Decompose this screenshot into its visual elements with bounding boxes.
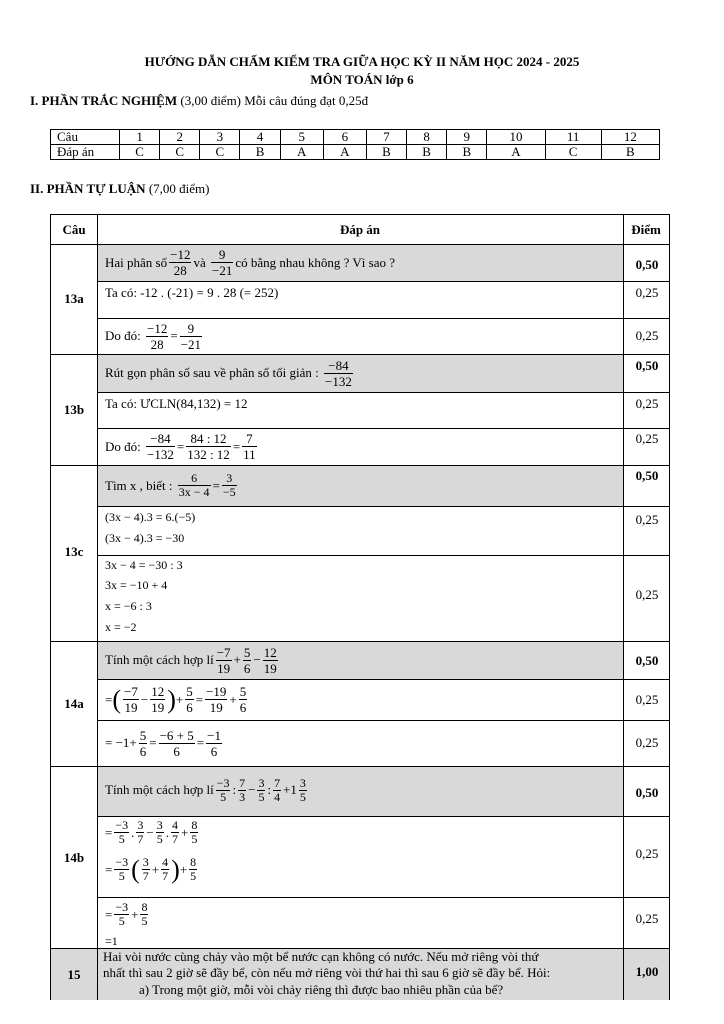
points: 0,25 — [635, 587, 659, 602]
question-number: 10 — [487, 130, 545, 145]
points: 0,50 — [635, 785, 659, 800]
question-id: 14b — [63, 850, 85, 865]
answer-letter: A — [323, 145, 366, 160]
question-text: Tính một cách hợp lí $\frac{-3}{5}$ : $\frac{7}{3}$ − $\frac{3}{5}$ : $\frac{7}{4}$ + 1 $\frac{3}{5}$ — [105, 775, 306, 804]
question-text: Tính một cách hợp lí $\frac{-7}{19}$ + $\frac{5}{6}$ − $\frac{12}{19}$ — [105, 644, 277, 676]
question-number: 11 — [545, 130, 601, 145]
document-subtitle: MÔN TOÁN lớp 6 — [310, 72, 414, 87]
essay-grading-table — [50, 214, 670, 1000]
answer-line: 3x = −10 + 4 — [105, 578, 168, 592]
question-text: Rút gọn phân số sau về phân số tối giản : $\frac{-84}{-132}$ — [105, 357, 352, 389]
table-row — [51, 130, 660, 145]
points: 0,25 — [635, 911, 659, 926]
answer-line: (3x − 4).3 = 6.(−5) — [105, 510, 196, 524]
table-row — [51, 145, 660, 160]
row-label: Đáp án — [51, 145, 120, 160]
answer-letter: B — [601, 145, 659, 160]
header-diem: Điểm — [631, 222, 661, 237]
points: 0,50 — [635, 653, 659, 668]
answer-line: = $\frac{-3}{5}$ ( $\frac{3}{7}$ + $\frac{4}{7}$ ) + $\frac{8}{5}$ — [105, 854, 197, 884]
answer-line: = $\frac{-3}{5}$ . $\frac{3}{7}$ − $\frac{3}{5}$ . $\frac{4}{7}$ + $\frac{8}{5}$ — [105, 818, 198, 846]
header-dapan: Đáp án — [339, 222, 381, 237]
multiple-choice-table — [50, 129, 660, 160]
points: 0,25 — [635, 692, 659, 707]
answer-line: Do đó: $\frac{-12}{28}$ = $\frac{9}{-21}$ — [105, 320, 202, 352]
answer-line: = ( $\frac{-7}{19}$ − $\frac{12}{19}$ ) + $\frac{5}{6}$ = $\frac{-19}{19}$ + $\frac{5}{6}$ — [105, 684, 247, 715]
document-title: HƯỚNG DẪN CHẤM KIỂM TRA GIỮA HỌC KỲ II NĂM HỌC 2024 - 2025 — [144, 54, 580, 69]
answer-line: =1 — [105, 934, 118, 948]
points: 0,25 — [635, 735, 659, 750]
question-number: 9 — [447, 130, 487, 145]
section-1-heading: I. PHẦN TRẮC NGHIỆM (3,00 điểm) Mỗi câu đúng đạt 0,25đ — [30, 93, 369, 108]
question-text: Hai vòi nước cùng chảy vào một bể nước cạn không có nước. Nếu mở riêng vòi thứ — [103, 949, 539, 964]
points: 0,25 — [635, 396, 659, 411]
points: 0,25 — [635, 285, 659, 300]
question-text: a) Trong một giờ, mỗi vòi chảy riêng thì được bao nhiêu phần của bể? — [139, 982, 504, 997]
row-label: Câu — [51, 130, 120, 145]
question-number: 4 — [240, 130, 280, 145]
answer-letter: C — [545, 145, 601, 160]
points: 0,25 — [635, 328, 659, 343]
points: 0,50 — [635, 468, 659, 483]
answer-line: Do đó: $\frac{-84}{-132}$ = $\frac{84 : 12}{132 : 12}$ = $\frac{7}{11}$ — [105, 431, 256, 462]
answer-letter: A — [280, 145, 323, 160]
question-id: 13a — [64, 291, 84, 306]
header-cau: Câu — [62, 222, 86, 237]
answer-letter: C — [160, 145, 200, 160]
answer-letter: B — [407, 145, 447, 160]
question-number: 12 — [601, 130, 659, 145]
answer-letter: B — [366, 145, 406, 160]
points: 0,25 — [635, 846, 659, 861]
points: 0,25 — [635, 512, 659, 527]
answer-letter: B — [240, 145, 280, 160]
answer-line: x = −6 : 3 — [105, 599, 152, 613]
question-number: 2 — [160, 130, 200, 145]
question-id: 13c — [64, 544, 84, 559]
answer-letter: A — [487, 145, 545, 160]
answer-line: (3x − 4).3 = −30 — [105, 531, 185, 545]
question-text: nhất thì sau 2 giờ sẽ đầy bể, còn nếu mở riêng vòi thứ hai thì sau 6 giờ sẽ đầy bể. Hỏi: — [103, 965, 551, 980]
question-text: Hai phân số $\frac{-12}{28}$ và $\frac{9}{-21}$ có bằng nhau không ? Vì sao ? — [105, 247, 396, 278]
points: 0,50 — [635, 257, 659, 272]
question-id: 15 — [67, 967, 81, 982]
question-number: 7 — [366, 130, 406, 145]
answer-line: = $\frac{-3}{5}$ + $\frac{8}{5}$ — [105, 900, 148, 928]
answer-letter: C — [120, 145, 160, 160]
question-id: 13b — [63, 402, 85, 417]
question-id: 14a — [64, 696, 84, 711]
question-number: 8 — [407, 130, 447, 145]
answer-letter: B — [447, 145, 487, 160]
points: 1,00 — [635, 964, 659, 979]
points: 0,25 — [635, 431, 659, 446]
answer-letter: C — [200, 145, 240, 160]
answer-line: Ta có: ƯCLN(84,132) = 12 — [105, 396, 248, 411]
question-number: 5 — [280, 130, 323, 145]
answer-line: 3x − 4 = −30 : 3 — [105, 558, 183, 572]
question-number: 3 — [200, 130, 240, 145]
question-text: Tìm x , biết : $\frac{6}{3x - 4}$ = $\frac{3}{-5}$ — [105, 471, 236, 499]
question-number: 1 — [120, 130, 160, 145]
points: 0,50 — [635, 358, 659, 373]
question-number: 6 — [323, 130, 366, 145]
section-2-heading: II. PHẦN TỰ LUẬN (7,00 điểm) — [30, 181, 210, 196]
answer-line: Ta có: -12 . (-21) = 9 . 28 (= 252) — [105, 285, 279, 300]
answer-line: = −1+ $\frac{5}{6}$ = $\frac{-6 + 5}{6}$ = $\frac{-1}{6}$ — [105, 727, 221, 759]
answer-line: x = −2 — [105, 620, 137, 634]
